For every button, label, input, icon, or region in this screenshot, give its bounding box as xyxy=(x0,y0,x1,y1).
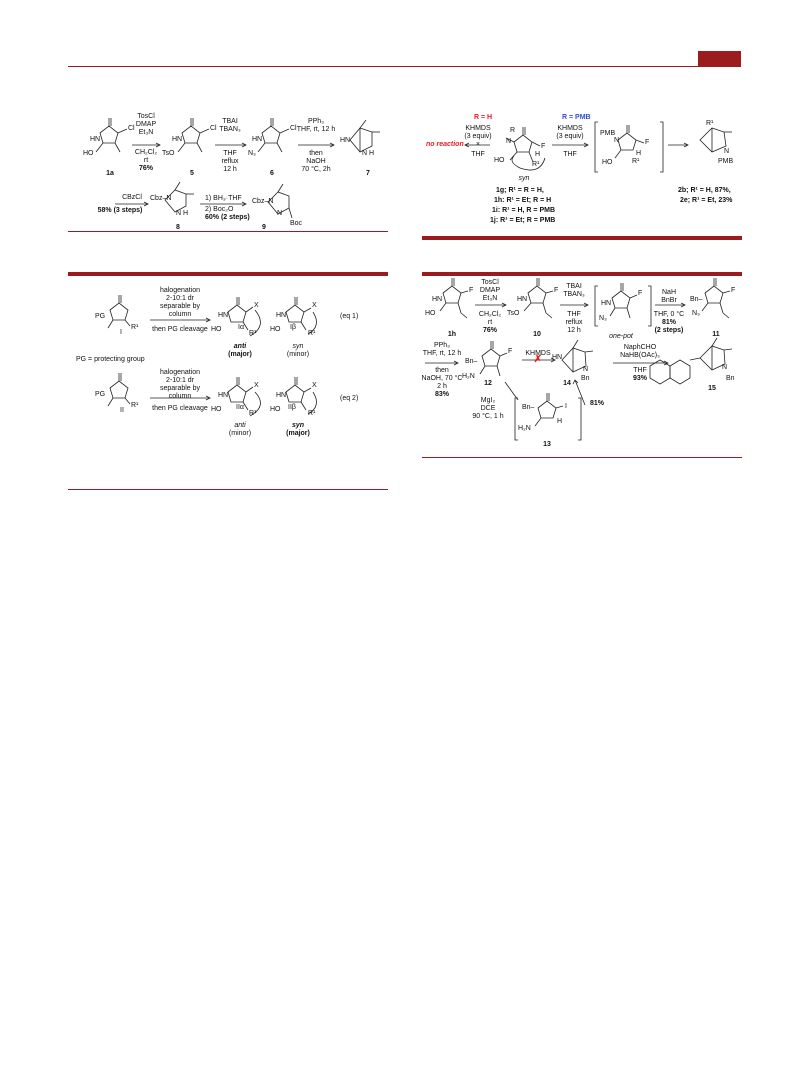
s2-IIb-ho: HO xyxy=(270,406,281,413)
s4-r1-3: CH₂Cl₂ xyxy=(478,311,502,318)
s2-syn-1: syn xyxy=(292,343,304,350)
s4-int-n3: N₃ xyxy=(599,315,607,322)
s1-r2-3: reflux xyxy=(221,158,239,165)
s1-r5-2: 60% (2 steps) xyxy=(205,214,250,221)
s1-label-7: 7 xyxy=(366,170,370,177)
s1-r3-1: THF, rt, 12 h xyxy=(296,126,336,133)
s1-r1-2: Et₃N xyxy=(138,129,154,136)
s2-Ib-hn: HN xyxy=(276,312,287,319)
s2-cond-4b: then PG cleavage xyxy=(152,405,208,412)
s1-r1-4: rt xyxy=(143,157,149,164)
s4-10-ts: TsO xyxy=(507,310,520,317)
s1-5-cl: Cl xyxy=(210,125,217,132)
s2-cond-2a: separable by xyxy=(159,303,201,310)
s3-left-0: KHMDS xyxy=(465,125,491,132)
s4-r5: KHMDS xyxy=(525,350,551,357)
s4-r6-2: 90 °C, 1 h xyxy=(472,413,504,420)
s1-r2-1: TBAN₃ xyxy=(219,126,241,133)
s3-int-ho: HO xyxy=(602,159,613,166)
s1-9-boc: Boc xyxy=(290,220,303,227)
s4-r2-4: 12 h xyxy=(567,327,581,334)
s4-r3-1: BnBr xyxy=(661,297,677,304)
s2-cond-2b: separable by xyxy=(159,385,201,392)
s2-cond-3a: column xyxy=(168,311,192,318)
s2-Ib-r1: R¹ xyxy=(308,330,316,337)
s3-int-n: N xyxy=(614,137,620,144)
s4-r1-5: 76% xyxy=(482,327,498,334)
s4-r8-2: THF xyxy=(633,367,647,374)
s1-label-6: 6 xyxy=(270,170,274,177)
s3-int-h: H xyxy=(636,150,642,157)
s1-7-nh: N H xyxy=(362,150,375,157)
s4-r1-1: DMAP xyxy=(479,287,501,294)
s2-IIa-hn: HN xyxy=(218,392,229,399)
s4-1h-f: F xyxy=(469,287,474,294)
s2-IIb-hn: HN xyxy=(276,392,287,399)
s4-1h-ho: HO xyxy=(425,310,436,317)
s2-cond-1a: 2-10:1 dr xyxy=(165,295,195,302)
s4-r1-4: rt xyxy=(487,319,493,326)
s4-onepot: one-pot xyxy=(609,333,633,340)
s4-r8-0: NaphCHO xyxy=(623,344,657,351)
s4-label-11: 11 xyxy=(712,331,720,338)
s4-r4-2: then xyxy=(435,367,449,374)
s1-r2-2: THF xyxy=(223,150,237,157)
s1-label-9: 9 xyxy=(262,224,266,231)
s4-r3-0: NaH xyxy=(661,289,677,296)
s3-prod-0: 2b; R¹ = H, 87%, xyxy=(678,187,731,194)
s1-1a-cl: Cl xyxy=(128,125,135,132)
s2-IIa-r1: R¹ xyxy=(249,410,257,417)
s3-sub-2: 1i: R¹ = H, R = PMB xyxy=(492,207,556,214)
s3-no-reaction: no reaction xyxy=(426,141,464,148)
s2-II-label: II xyxy=(120,407,124,414)
s3-prod-n: N xyxy=(724,148,730,155)
s2-II-pg: PG xyxy=(95,391,106,398)
s1-r2-4: 12 h xyxy=(223,166,237,173)
s1-r1-3: CH₂Cl₂ xyxy=(134,149,158,156)
s2-cond-0a: halogenation xyxy=(159,287,201,294)
s3-left-x: × xyxy=(475,141,481,148)
s2-Ia-r1: R¹ xyxy=(249,330,257,337)
s4-r2-0: TBAI xyxy=(566,283,582,290)
s4-r1-2: Et₃N xyxy=(482,295,498,302)
s1-9-n: N xyxy=(277,210,283,217)
s1-r4-1: 58% (3 steps) xyxy=(97,207,143,214)
s4-11-n3: N₃ xyxy=(692,310,700,317)
s3-rh: R = H xyxy=(474,114,493,121)
s1-label-1a: 1a xyxy=(106,170,114,177)
s4-r3-2: THF, 0 °C xyxy=(653,311,685,318)
s2-Ia-label: Iα xyxy=(238,324,244,331)
s4-label-13: 13 xyxy=(543,441,551,448)
s2-pg-note: PG = protecting group xyxy=(76,356,145,363)
s3-sub-n: N xyxy=(506,138,512,145)
s2-cond-0b: halogenation xyxy=(159,369,201,376)
s3-sub-3: 1j: R¹ = Et; R = PMB xyxy=(490,217,556,224)
s2-IIa-label: IIα xyxy=(236,404,244,411)
s3-sub-r: R xyxy=(510,127,516,134)
s2-anti-1: anti xyxy=(233,343,247,350)
s4-r4-0: PPh₃ xyxy=(433,342,451,349)
s1-6-cl: Cl xyxy=(290,125,297,132)
s2-eq1: (eq 1) xyxy=(340,313,359,320)
s4-1h-hn: HN xyxy=(432,296,443,303)
s3-int-f: F xyxy=(645,139,650,146)
s4-15-n: N xyxy=(722,364,728,371)
s4-r4-1: THF, rt, 12 h xyxy=(422,350,462,357)
s3-sub-h: H xyxy=(535,151,541,158)
s4-13-h2n: H₂N xyxy=(518,425,531,432)
s3-left-2: THF xyxy=(471,151,485,158)
s4-int-f: F xyxy=(638,290,643,297)
s1-1a-ho: HO xyxy=(83,150,94,157)
s1-r1-5: 76% xyxy=(138,165,154,172)
s4-12-bn: Bn– xyxy=(465,358,478,365)
s4-r8-1: NaHB(OAc)₃ xyxy=(620,352,660,359)
s4-r2-2: THF xyxy=(567,311,581,318)
s2-II-r1: R¹ xyxy=(131,402,139,409)
s4-12-f: F xyxy=(508,348,513,355)
s4-label-12: 12 xyxy=(484,380,492,387)
s4-13-h: H xyxy=(557,418,563,425)
s3-left-1: (3 equiv) xyxy=(464,133,492,140)
s2-I-r1: R¹ xyxy=(131,324,139,331)
s4-12-h2n: H₂N xyxy=(462,373,475,380)
s2-I-label: I xyxy=(120,329,122,336)
s1-5-hn: HN xyxy=(172,136,183,143)
s4-label-15: 15 xyxy=(708,385,716,392)
s4-14-bn: Bn xyxy=(581,375,590,382)
s2-minor-2: (minor) xyxy=(228,430,252,437)
s4-11-bn: Bn– xyxy=(690,296,703,303)
s2-Ib-ho: HO xyxy=(270,326,281,333)
s1-8-cbzn: Cbz–N xyxy=(150,195,172,202)
s1-7-hn: HN xyxy=(340,137,351,144)
s4-11-f: F xyxy=(731,287,736,294)
s4-r4-5: 83% xyxy=(434,391,450,398)
s4-r2-1: TBAN₃ xyxy=(563,291,585,298)
s4-r1-0: TosCl xyxy=(481,279,499,286)
s4-15-bn: Bn xyxy=(726,375,735,382)
s2-IIb-r1: R¹ xyxy=(308,410,316,417)
s3-sub-r1: R¹ xyxy=(532,161,540,168)
s3-sub-ho: HO xyxy=(494,157,505,164)
s3-right-1: (3 equiv) xyxy=(556,133,584,140)
s3-prod-1: 2e; R¹ = Et, 23% xyxy=(680,197,733,204)
s2-minor-1: (minor) xyxy=(286,351,310,358)
s4-label-1h: 1h xyxy=(447,331,457,338)
s2-IIa-x: X xyxy=(254,382,259,389)
s2-Ib-label: Iβ xyxy=(290,324,296,331)
s1-r2-0: TBAI xyxy=(222,118,238,125)
s2-cond-1b: 2-10:1 dr xyxy=(165,377,195,384)
s3-syn: syn xyxy=(518,175,530,182)
s4-r6-1: DCE xyxy=(480,405,496,412)
s2-IIb-label: IIβ xyxy=(288,404,296,411)
s4-r4-3: NaOH, 70 °C xyxy=(421,375,463,382)
s2-Ia-ho: HO xyxy=(211,326,222,333)
s3-rpmb: R = PMB xyxy=(562,114,591,121)
s4-label-10: 10 xyxy=(533,331,541,338)
s1-1a-hn: HN xyxy=(90,136,101,143)
s4-14-n: N xyxy=(583,366,589,373)
s1-label-8: 8 xyxy=(176,224,180,231)
s2-IIb-x: X xyxy=(312,382,317,389)
s2-Ia-hn: HN xyxy=(218,312,229,319)
s1-r3-3: NaOH xyxy=(306,158,326,165)
s1-r1-0: TosCl xyxy=(137,113,155,120)
s1-6-hn: HN xyxy=(252,136,263,143)
s3-sub-0: 1g; R¹ = R = H, xyxy=(496,187,544,194)
s4-int-hn: HN xyxy=(601,300,612,307)
s4-r7: 81% xyxy=(590,400,605,407)
s2-I-pg: PG xyxy=(95,313,106,320)
s4-13-bn: Bn– xyxy=(522,404,535,411)
s4-label-14: 14 xyxy=(563,380,571,387)
s3-int-r1: R¹ xyxy=(632,158,640,165)
s1-r3-0: PPh₃ xyxy=(307,118,325,125)
s1-r5-0: 1) BH₃·THF xyxy=(205,195,242,202)
s4-r3-3: 81% xyxy=(661,319,677,326)
s1-r3-4: 70 °C, 2h xyxy=(301,166,331,173)
s1-r1-1: DMAP xyxy=(135,121,157,128)
s4-10-hn: HN xyxy=(517,296,528,303)
s3-right-2: THF xyxy=(563,151,577,158)
s2-cond-3b: column xyxy=(168,393,192,400)
s1-8-nh: N H xyxy=(176,210,189,217)
s1-5-ts: TsO xyxy=(162,150,175,157)
s3-sub-f: F xyxy=(541,143,546,150)
s4-r2-3: reflux xyxy=(565,319,583,326)
s2-IIa-ho: HO xyxy=(211,406,222,413)
s1-r4-0: CBzCl xyxy=(122,194,142,201)
s2-major-2: (major) xyxy=(286,430,310,437)
s4-r8-3: 93% xyxy=(632,375,648,382)
s4-x-mark: ✗ xyxy=(533,354,543,365)
s4-r6-0: MgI₂ xyxy=(480,397,496,404)
s2-syn-2: syn xyxy=(291,422,305,429)
s2-Ia-x: X xyxy=(254,302,259,309)
s4-10-f: F xyxy=(554,287,559,294)
s3-int-pmb: PMB xyxy=(600,130,616,137)
s2-cond-4a: then PG cleavage xyxy=(152,326,208,333)
s3-prod-pmb: PMB xyxy=(718,158,734,165)
s2-major-1: (major) xyxy=(228,351,252,358)
s4-14-hn: HN xyxy=(552,354,563,361)
s3-sub-1: 1h: R¹ = Et; R = H xyxy=(494,197,552,204)
s3-prod-r1: R¹ xyxy=(706,120,714,127)
s2-anti-2: anti xyxy=(234,422,246,429)
s2-eq2: (eq 2) xyxy=(340,395,359,402)
s1-label-5: 5 xyxy=(190,170,194,177)
s2-Ib-x: X xyxy=(312,302,317,309)
s1-r3-2: then xyxy=(309,150,323,157)
s3-right-0: KHMDS xyxy=(557,125,583,132)
s1-r5-1: 2) Boc₂O xyxy=(205,206,234,213)
s4-13-i: I xyxy=(565,403,567,410)
s1-9-cbzn: Cbz–N xyxy=(252,198,274,205)
s1-6-n3: N₃ xyxy=(248,150,256,157)
s4-r4-4: 2 h xyxy=(437,383,447,390)
s4-r3-4: (2 steps) xyxy=(654,327,684,334)
